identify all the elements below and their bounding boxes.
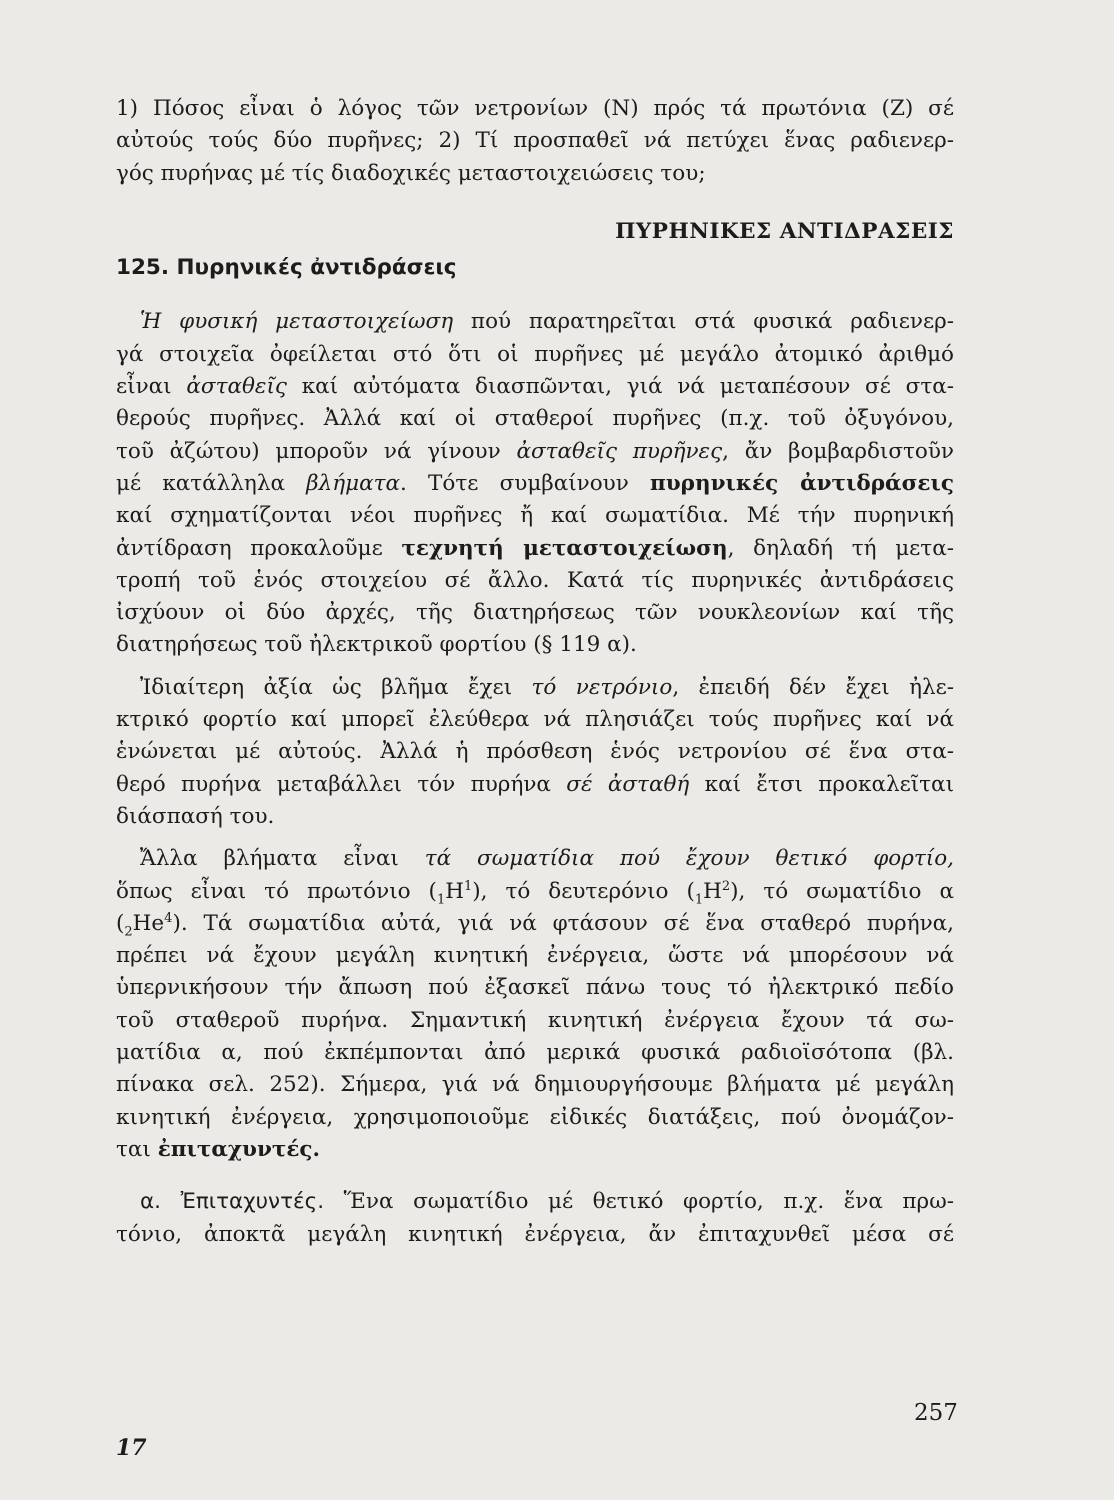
italic-term: Ἡ φυσική μεταστοιχείωση — [140, 309, 454, 335]
paragraph-3 — [116, 843, 954, 1166]
text-line: πρέπει νά ἔχουν μεγάλη κινητική ἐνέργεια, ὥστε νά μπορέσουν νά — [116, 943, 954, 969]
text-span: καί αὐτόματα διασπῶνται, γιά νά μεταπέσουν σέ στα- — [286, 374, 955, 400]
text-span: He — [132, 910, 165, 936]
text-line: κινητική ἐνέργεια, χρησιμοποιοῦμε εἰδικές διατάξεις, πού ὀνομάζον- — [116, 1104, 954, 1130]
text-line — [116, 769, 954, 801]
text-span: εἶναι — [116, 374, 187, 400]
text-line: πίνακα σελ. 252). Σήμερα, γιά νά δημιουργήσουμε βλήματα μέ μεγάλη — [116, 1072, 954, 1098]
text-span: καί ἔτσι προκαλεῖται — [689, 771, 954, 797]
text-span: ( — [116, 910, 125, 936]
text-line: θερούς πυρῆνες. Ἀλλά καί οἱ σταθεροί πυρῆνες (π.χ. τοῦ ὀξυγόνου, — [116, 406, 954, 432]
italic-term: σέ ἀσταθή — [566, 771, 690, 797]
italic-term: ἀσταθεῖς — [186, 374, 287, 400]
text-line — [116, 436, 954, 468]
text-span: Ἄλλα βλήματα εἶναι — [140, 846, 425, 872]
italic-term: τό νετρόνιο — [531, 674, 673, 700]
superscript: 1 — [463, 878, 473, 894]
text-span: . Τότε συμβαίνουν — [400, 470, 651, 496]
subsection-label: α. Ἐπιταχυντές. — [140, 1189, 325, 1215]
section-title — [116, 252, 954, 284]
page-body — [116, 93, 954, 1251]
text-span: , ἄν βομβαρδιστοῦν — [722, 438, 955, 464]
text-span: μέ κατάλληλα — [116, 470, 307, 496]
section-number: 125. — [116, 255, 170, 281]
text-line: τόνιο, ἀποκτᾶ μεγάλη κινητική ἐνέργεια, ἄν ἐπιταχυνθεῖ μέσα σέ — [116, 1221, 954, 1247]
text-span: τοῦ ἀζώτου) μποροῦν νά γίνουν — [116, 438, 517, 464]
section-title-text: Πυρηνικές ἀντιδράσεις — [176, 255, 457, 281]
text-line — [116, 468, 954, 500]
superscript: 4 — [164, 910, 173, 926]
text-line: διάσπασή του. — [116, 803, 275, 829]
text-line: γά στοιχεῖα ὀφείλεται στό ὅτι οἱ πυρῆνες μέ μεγάλο ἀτομικό ἀριθμό — [116, 341, 954, 367]
text-line: γός πυρήνας μέ τίς διαδοχικές μεταστοιχειώσεις του; — [116, 160, 706, 186]
text-line: ματίδια α, πού ἐκπέμπονται ἀπό μερικά φυσικά ραδιοϊσότοπα (βλ. — [116, 1040, 954, 1066]
text-span: ), τό δευτερόνιο ( — [472, 878, 695, 904]
question-block — [116, 93, 954, 190]
text-line — [116, 672, 954, 704]
text-line — [116, 306, 954, 338]
text-span: Ἰδιαίτερη ἀξία ὡς βλῆμα ἔχει — [140, 674, 532, 700]
bold-term: τεχνητή μεταστοιχείωση — [401, 535, 728, 561]
text-span: πού παρατηρεῖται στά φυσικά ραδιενερ- — [453, 309, 955, 335]
text-line — [116, 371, 954, 403]
subscript: 2 — [124, 924, 133, 940]
text-line: κτρικό φορτίο καί μπορεῖ ἐλεύθερα νά πλησιάζει τούς πυρῆνες καί νά — [116, 707, 954, 733]
text-line: τροπή τοῦ ἑνός στοιχείου σέ ἄλλο. Κατά τίς πυρηνικές ἀντιδράσεις — [116, 567, 954, 593]
text-line — [116, 1186, 954, 1218]
text-line: 1) Πόσος εἶναι ὁ λόγος τῶν νετρονίων (Ν) πρός τά πρωτόνια (Ζ) σέ — [116, 96, 954, 121]
text-span: H — [445, 878, 464, 904]
text-line — [116, 533, 954, 565]
paragraph-4 — [116, 1186, 954, 1251]
italic-term: τά σωματίδια πού ἔχουν θετικό φορτίο, — [424, 846, 954, 872]
text-line — [116, 876, 954, 908]
text-line: αὐτούς τούς δύο πυρῆνες; 2) Τί προσπαθεῖ νά πετύχει ἕνας ραδιενερ- — [116, 128, 954, 154]
text-line: τοῦ σταθεροῦ πυρήνα. Σημαντική κινητική ἐνέργεια ἔχουν τά σω- — [116, 1007, 954, 1033]
text-span: ὅπως εἶναι τό πρωτόνιο ( — [116, 878, 437, 904]
page-number: 257 — [914, 1400, 958, 1426]
text-span: ται — [116, 1136, 158, 1162]
text-line: διατηρήσεως τοῦ ἠλεκτρικοῦ φορτίου (§ 119 α). — [116, 632, 637, 658]
text-span: ), τό σωματίδιο α — [730, 878, 954, 904]
text-span: ). Τά σωματίδια αὐτά, γιά νά φτάσουν σέ ἕνα σταθερό πυρήνα, — [172, 910, 954, 936]
bold-term: πυρηνικές ἀντιδράσεις — [650, 470, 954, 496]
subscript: 1 — [436, 891, 446, 907]
signature-mark: 17 — [116, 1435, 147, 1461]
text-span: θερό πυρήνα μεταβάλλει τόν πυρήνα — [116, 771, 567, 797]
text-span: Ἕνα σωματίδιο μέ θετικό φορτίο, π.χ. ἕνα πρω- — [324, 1189, 954, 1215]
text-line: ἰσχύουν οἱ δύο ἀρχές, τῆς διατηρήσεως τῶν νουκλεονίων καί τῆς — [116, 600, 954, 626]
italic-term: ἀσταθεῖς πυρῆνες — [516, 438, 723, 464]
text-span: H — [703, 878, 722, 904]
text-line: ἑνώνεται μέ αὐτούς. Ἀλλά ἡ πρόσθεση ἑνός νετρονίου σέ ἕνα στα- — [116, 739, 954, 765]
text-line: ὑπερνικήσουν τήν ἄπωση πού ἐξασκεῖ πάνω τους τό ἠλεκτρικό πεδίο — [116, 975, 954, 1001]
paragraph-2 — [116, 672, 954, 833]
subscript: 1 — [694, 891, 704, 907]
paragraph-1 — [116, 306, 954, 661]
bold-term: ἐπιταχυντές. — [157, 1136, 320, 1162]
text-line — [116, 908, 954, 940]
superscript: 2 — [721, 878, 731, 894]
text-span: , δηλαδή τή μετα- — [727, 535, 954, 561]
text-line: καί σχηματίζονται νέοι πυρῆνες ἤ καί σωματίδια. Μέ τήν πυρηνική — [116, 503, 954, 529]
text-span: ἀντίδραση προκαλοῦμε — [116, 535, 402, 561]
text-line — [116, 843, 954, 875]
text-line — [116, 1134, 954, 1166]
text-span: , ἐπειδή δέν ἔχει ἠλε- — [672, 674, 955, 700]
italic-term: βλήματα — [306, 470, 401, 496]
chapter-heading: ΠΥΡΗΝΙΚΕΣ ΑΝΤΙΔΡΑΣΕΙΣ — [615, 218, 954, 244]
